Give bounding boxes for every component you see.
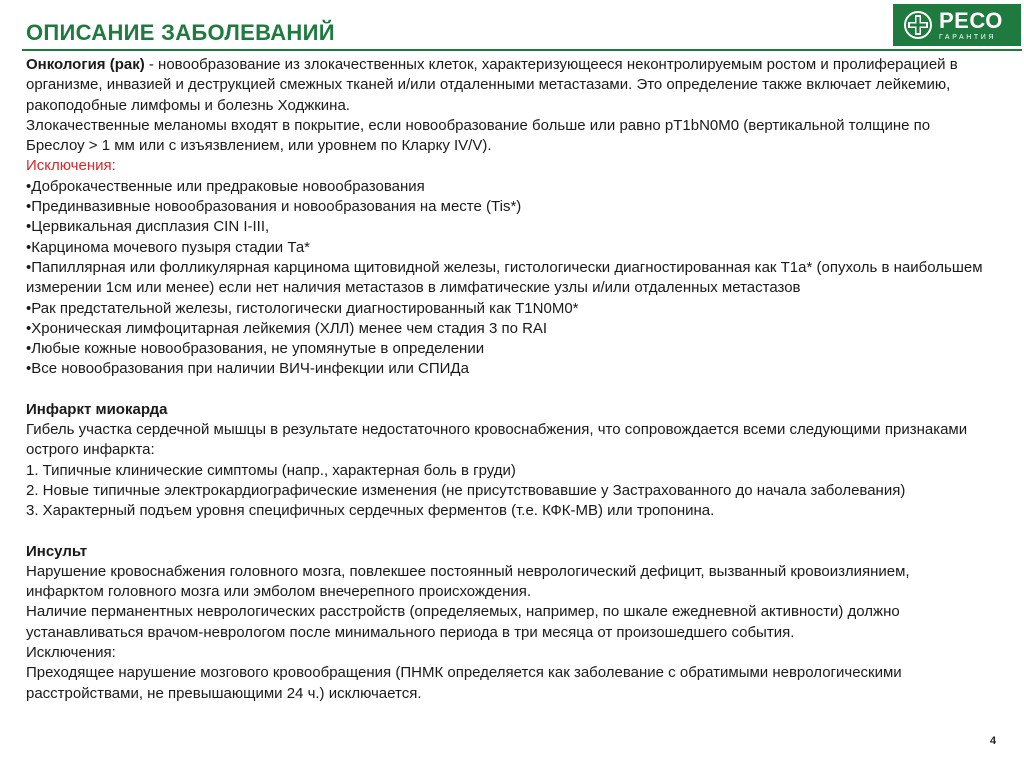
reso-cross-logo-icon	[903, 10, 933, 40]
stroke-line: Наличие перманентных неврологических расстройств (определяемых, например, по шкале ежедневной активности) должно устанавливаться врачом-неврологом после минимального периода в три месяца от произошедшего события.	[26, 603, 900, 641]
infarction-heading: Инфаркт миокарда	[26, 400, 168, 418]
exclusion-item: •Карцинома мочевого пузыря стадии Та*	[26, 238, 311, 256]
exclusion-item: •Цервикальная дисплазия CIN I-III,	[26, 218, 270, 236]
stroke-line: Исключения:	[26, 644, 116, 662]
melanoma-text: Злокачественные меланомы входят в покрытие, если новообразование больше или равно pT1bN0M0 (вертикальной толщине по Бреслоу > 1 мм или с изъязвлением, или уровнем по Кларку IV/V).	[26, 116, 931, 155]
exclusion-item: •Хроническая лимфоцитарная лейкемия (ХЛЛ) менее чем стадия 3 по RAI	[26, 319, 548, 337]
exclusion-item: •Папиллярная или фолликулярная карцинома щитовидной железы, гистологически диагностированная как Т1а* (опухоль в наибольшем измерении 1см или менее) если нет наличия метастазов в лимфатические узлы и/или отдаленных метастазов	[26, 258, 983, 297]
infarction-line: 3. Характерный подъем уровня специфичных сердечных ферментов (т.е. КФК-МВ) или тропонина.	[26, 502, 715, 520]
exclusion-item: •Любые кожные новообразования, не упомянутые в определении	[26, 340, 485, 358]
title-divider	[22, 49, 1022, 51]
oncology-definition	[26, 55, 986, 116]
infarction-line: 2. Новые типичные электрокардиографические изменения (не присутствовавшие у Застрахованного до начала заболевания)	[26, 481, 906, 499]
page-number: 4	[990, 735, 997, 747]
stroke-line: Преходящее нарушение мозгового кровообращения (ПНМК определяется как заболевание с обратимыми неврологическими расстройствами, не превышающими 24 ч.) исключается.	[26, 664, 902, 702]
infarction-line: Гибель участка сердечной мышцы в результате недостаточного кровоснабжения, что сопровождается всеми следующими признаками острого инфаркта:	[26, 421, 968, 459]
exclusion-item: •Рак предстательной железы, гистологически диагностированный как T1N0M0*	[26, 299, 579, 317]
exclusion-item: •Все новообразования при наличии ВИЧ-инфекции или СПИДа	[26, 360, 469, 378]
logo-subtitle: ГАРАНТИЯ	[939, 33, 997, 41]
oncology-intro: - новообразование из злокачественных клеток, характеризующееся неконтролируемым ростом и пролиферацией в организме, инвазией и деструкцией смежных тканей и/или отдаленными метастазами. Это определение также включает лейкемию, ракоподобные лимфомы и болезнь Ходжкина.	[26, 56, 958, 114]
content-body	[26, 55, 986, 704]
logo-name: РЕСО	[939, 7, 1003, 33]
exclusions-label: Исключения:	[26, 157, 116, 175]
infarction-line: 1. Типичные клинические симптомы (напр., характерная боль в груди)	[26, 461, 516, 479]
exclusion-item: •Доброкачественные или предраковые новообразования	[26, 177, 425, 195]
exclusion-item: •Прединвазивные новообразования и новообразования на месте (Tis*)	[26, 198, 522, 216]
oncology-heading: Онкология (рак)	[26, 56, 145, 73]
page-title: ОПИСАНИЕ ЗАБОЛЕВАНИЙ	[26, 20, 335, 45]
company-logo	[893, 4, 1021, 46]
stroke-line: Нарушение кровоснабжения головного мозга, повлекшее постоянный неврологический дефицит, вызванный кровоизлиянием, инфарктом головного мозга или эмболом внечерепного происхождения.	[26, 562, 910, 601]
stroke-heading: Инсульт	[26, 542, 88, 560]
